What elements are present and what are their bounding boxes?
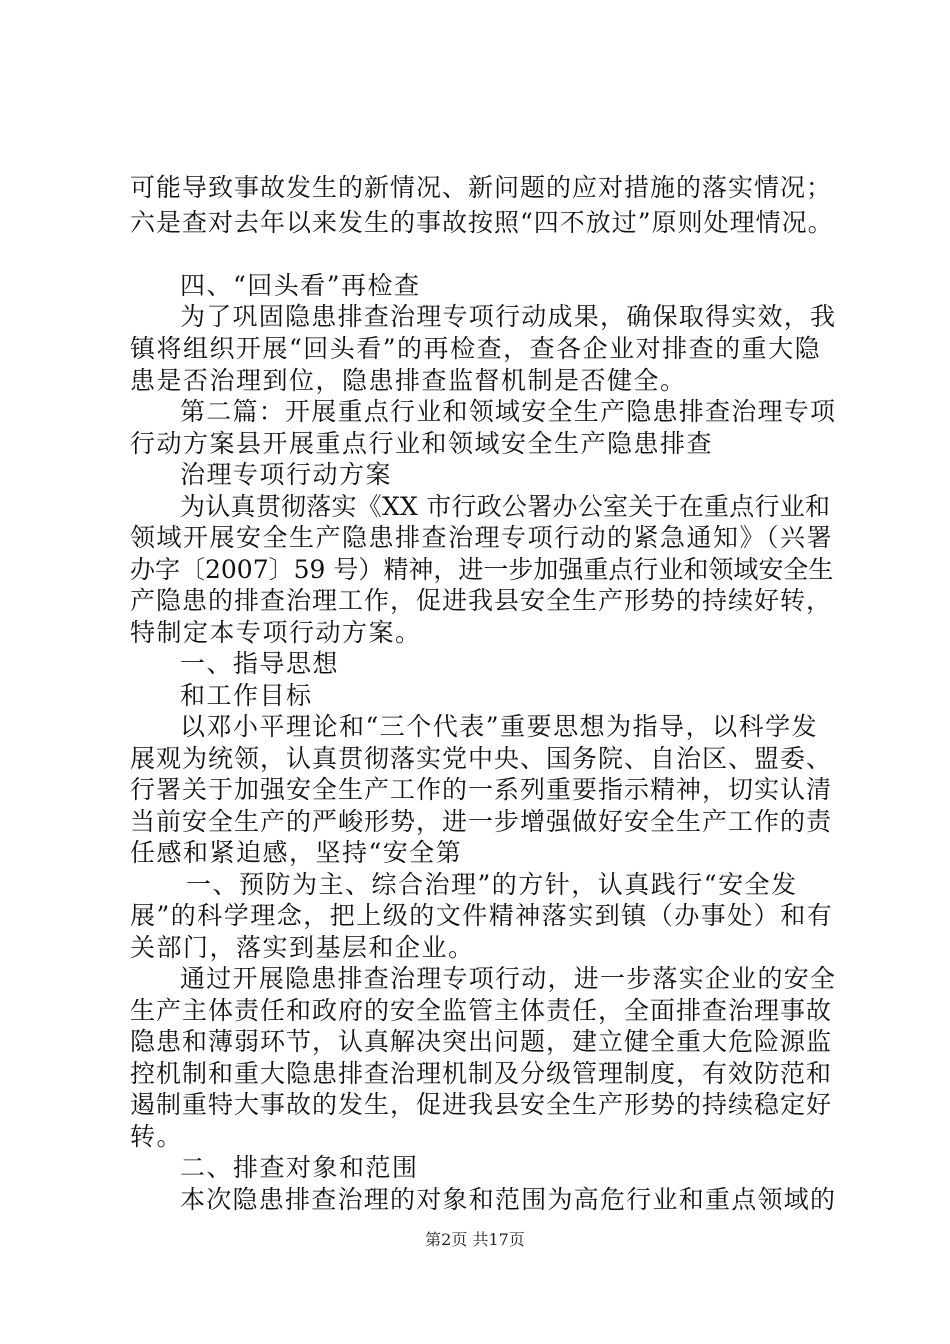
section-heading: 和工作目标	[180, 681, 313, 710]
chapter-heading: 第二篇：开展重点行业和领域安全生产隐患排查治理专项	[180, 397, 837, 426]
text-line: 可能导致事故发生的新情况、新问题的应对措施的落实情况；	[130, 173, 833, 202]
chapter-heading: 治理专项行动方案	[180, 460, 393, 489]
text-line: 领域开展安全生产隐患排查治理专项行动的紧急通知》（兴署	[130, 523, 834, 552]
section-heading: 四、“回头看”再检查	[180, 271, 421, 300]
text-line: 当前安全生产的严峻形势，进一步增强做好安全生产工作的责	[130, 807, 833, 836]
chapter-heading: 行动方案县开展重点行业和领域安全生产隐患排查	[130, 429, 714, 458]
page-number: 第2页 共17页	[425, 1230, 525, 1249]
text-line: 六是查对去年以来发生的事故按照“四不放过”原则处理情况。	[130, 208, 834, 237]
text-line: 本次隐患排查治理的对象和范围为高危行业和重点领域的	[180, 1185, 837, 1214]
text-line: 展”的科学理念，把上级的文件精神落实到镇（办事处）和有	[130, 901, 834, 930]
text-line: 隐患和薄弱环节，认真解决突出问题，建立健全重大危险源监	[130, 1027, 833, 1056]
text-line: 遏制重特大事故的发生，促进我县安全生产形势的持续稳定好	[130, 1090, 833, 1119]
text-line: 患是否治理到位，隐患排查监督机制是否健全。	[130, 366, 687, 395]
text-line: 特制定本专项行动方案。	[130, 618, 422, 647]
text-line: 行署关于加强安全生产工作的一系列重要指示精神，切实认清	[130, 775, 833, 804]
text-line: 控机制和重大隐患排查治理机制及分级管理制度，有效防范和	[130, 1059, 833, 1088]
text-line: 为了巩固隐患排查治理专项行动成果，确保取得实效，我	[180, 302, 837, 331]
section-heading: 一、指导思想	[180, 649, 340, 678]
text-line: 生产主体责任和政府的安全监管主体责任，全面排查治理事故	[130, 996, 833, 1025]
text-line: 一、预防为主、综合治理”的方针，认真践行“安全发	[186, 870, 798, 899]
text-line: 办字〔2007〕59 号）精神，进一步加强重点行业和领域安全生	[130, 555, 834, 584]
text-line: 任感和紧迫感，坚持“安全第	[130, 838, 463, 867]
text-line: 展观为统领，认真贯彻落实党中央、国务院、自治区、盟委、	[130, 744, 833, 773]
text-line: 通过开展隐患排查治理专项行动，进一步落实企业的安全	[180, 964, 837, 993]
text-line: 以邓小平理论和“三个代表”重要思想为指导，以科学发	[180, 712, 819, 741]
text-line: 镇将组织开展“回头看”的再检查，查各企业对排查的重大隐	[130, 334, 822, 363]
text-line: 为认真贯彻落实《XX 市行政公署办公室关于在重点行业和	[180, 492, 831, 521]
text-line: 转。	[130, 1122, 184, 1151]
text-line: 产隐患的排查治理工作，促进我县安全生产形势的持续好转，	[130, 586, 833, 615]
text-line: 关部门，落实到基层和企业。	[130, 933, 475, 962]
section-heading: 二、排查对象和范围	[180, 1153, 419, 1182]
